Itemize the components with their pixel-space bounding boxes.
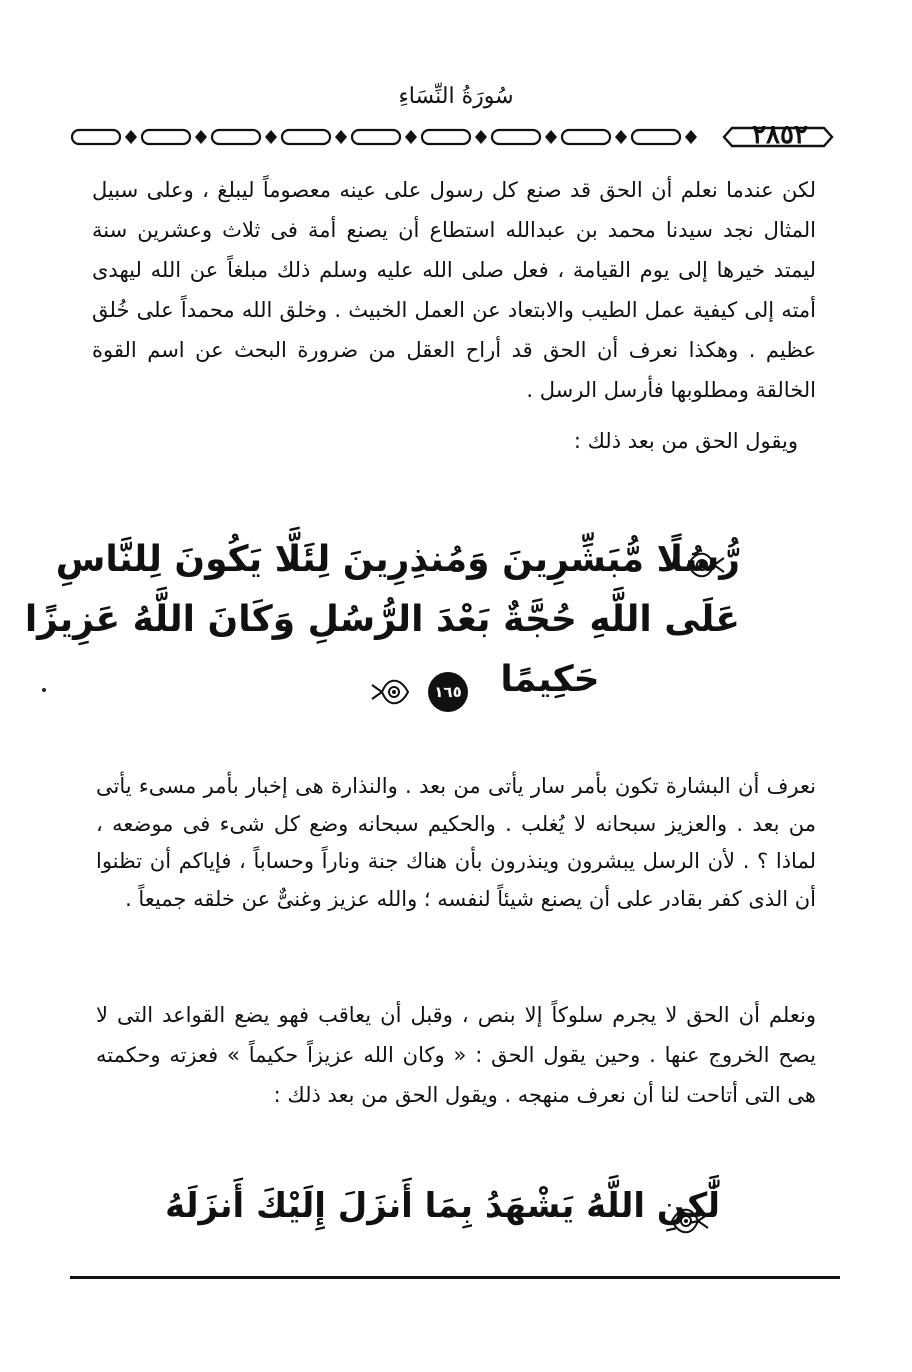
floral-ornament-icon: [370, 671, 412, 713]
paragraph-1: لكن عندما نعلم أن الحق قد صنع كل رسول على عينه معصوماً ليبلغ ، وعلى سبيل المثال نجد سيدنا محمد بن عبدالله استطاع أن يصنع أمة فى ثلاث وعشرين سنة ليمتد خيرها إلى يوم القيامة ، فعل صلى الله عليه وسلم ذلك مبلغاً عن الله ليهدى أمته إلى كيفية عمل الطيب والابتعاد عن العمل الخبيث . وخلق الله محمداً على خُلق عظيم . وهكذا نعرف أن الحق قد أراح العقل من ضرورة البحث عن اسم القوة الخالقة ومطلوبها فأرسل الرسل .: [92, 178, 816, 402]
page-number: ٢٨٥٢: [752, 120, 808, 150]
verse-intro: ويقول الحق من بعد ذلك :: [573, 429, 798, 453]
surah-title: سُورَةُ النِّسَاءِ: [398, 84, 514, 109]
verse-line-2: عَلَى اللَّهِ حُجَّةٌ بَعْدَ الرُّسُلِ وَكَانَ اللَّهُ عَزِيزًا: [24, 599, 740, 640]
quran-verse-166-start: لَّٰكِنِ اللَّهُ يَشْهَدُ بِمَا أَنزَلَ إِلَيْكَ أَنزَلَهُ: [165, 1186, 720, 1226]
ayah-number-badge: ١٦٥: [428, 672, 468, 712]
paragraph-2: نعرف أن البشارة تكون بأمر سار يأتى من بعد . والنذارة هى إخبار بأمر مسىء يأتى من بعد . والعزيز سبحانه لا يُغلب . والحكيم سبحانه وضع كل شىء فى موضعه ، لماذا ؟ . لأن الرسل يبشرون وينذرون بأن هناك جنة وناراً وحساباً ، فإياكم أن تظنوا أن الذى كفر بقادر على أن يصنع شيئاً لنفسه ؛ والله عزيز وغنىٌّ عن خلقه جميعاً .: [96, 774, 816, 911]
paragraph-3: ونعلم أن الحق لا يجرم سلوكاً إلا بنص ، وقبل أن يعاقب فهو يضع القواعد التى لا يصح الخروج عنها . وحين يقول الحق : « وكان الله عزيزاً حكيماً » فعزته وحكمته هى التى أتاحت لنا أن نعرف منهجه . ويقول الحق من بعد ذلك :: [96, 1003, 816, 1107]
print-speck: [42, 688, 46, 692]
verse-line-3: حَكِيمًا: [500, 659, 600, 700]
decorative-chain-rule: [70, 124, 720, 150]
verse-line-1: رُّسُلًا مُّبَشِّرِينَ وَمُنذِرِينَ لِئَلَّا يَكُونَ لِلنَّاسِ: [55, 539, 740, 580]
footer-rule: [70, 1276, 840, 1279]
